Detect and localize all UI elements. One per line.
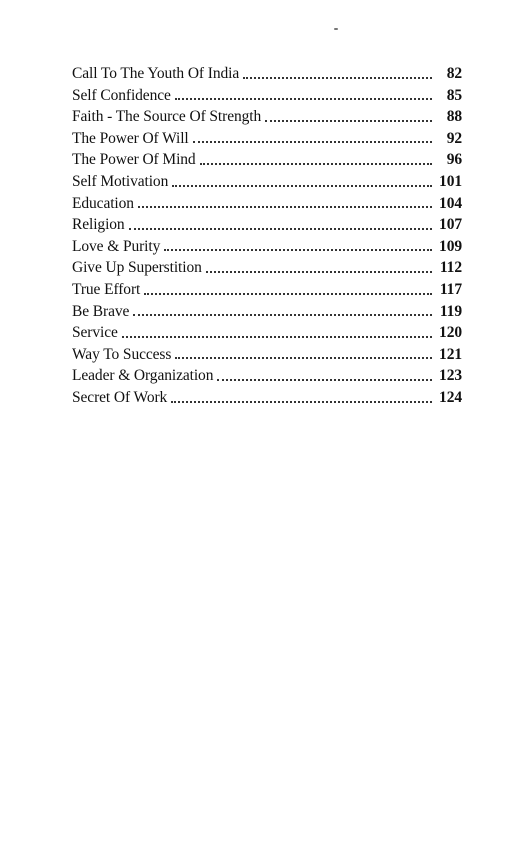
- toc-dot-leader: [129, 228, 432, 230]
- toc-entry: [72, 276, 462, 298]
- table-of-contents: [72, 60, 462, 406]
- toc-entry-page: 121: [439, 345, 462, 363]
- toc-entry-title: Religion: [72, 216, 125, 234]
- toc-dot-leader: [175, 98, 432, 100]
- toc-entry-title: Faith - The Source Of Strength: [72, 108, 262, 126]
- toc-entry-title: True Effort: [72, 281, 141, 299]
- toc-entry: [72, 384, 462, 406]
- toc-dot-leader: [217, 379, 432, 381]
- toc-entry-title: Secret Of Work: [72, 389, 168, 406]
- toc-entry-page: 85: [446, 86, 462, 104]
- toc-entry: [72, 125, 462, 147]
- toc-entry-page: 119: [439, 302, 462, 320]
- toc-entry-title: Love & Purity: [72, 237, 161, 255]
- toc-entry: [72, 362, 462, 384]
- toc-entry-title: Be Brave: [72, 302, 130, 320]
- toc-entry-title: The Power Of Mind: [72, 151, 196, 169]
- toc-entry: [72, 233, 462, 255]
- toc-entry-title: Way To Success: [72, 345, 172, 363]
- toc-entry-page: 107: [439, 216, 462, 234]
- toc-dot-leader: [200, 163, 432, 165]
- toc-entry: [72, 341, 462, 363]
- toc-entry-page: 88: [446, 108, 462, 126]
- toc-entry-title: Education: [72, 194, 134, 212]
- toc-entry: [72, 298, 462, 320]
- toc-dot-leader: [265, 120, 432, 122]
- toc-entry: [72, 82, 462, 104]
- toc-entry: [72, 146, 462, 168]
- toc-dot-leader: [138, 206, 432, 208]
- toc-entry-title: Give Up Superstition: [72, 259, 202, 277]
- toc-dot-leader: [122, 336, 432, 338]
- toc-entry-page: 123: [439, 367, 462, 385]
- toc-entry-page: 92: [446, 129, 462, 147]
- toc-dot-leader: [133, 314, 432, 316]
- toc-dot-leader: [193, 141, 432, 143]
- toc-entry-title: The Power Of Will: [72, 129, 189, 147]
- toc-entry: [72, 319, 462, 341]
- toc-entry-title: Self Motivation: [72, 173, 169, 191]
- print-speck: [334, 28, 338, 30]
- toc-entry-title: Call To The Youth Of India: [72, 65, 240, 83]
- toc-entry-page: 109: [439, 237, 462, 255]
- toc-dot-leader: [164, 249, 432, 251]
- toc-entry-page: 117: [439, 281, 462, 299]
- toc-entry: [72, 211, 462, 233]
- toc-entry-title: Service: [72, 324, 118, 342]
- toc-entry: [72, 60, 462, 82]
- toc-dot-leader: [171, 401, 432, 403]
- toc-entry-page: 104: [439, 194, 462, 212]
- toc-entry-page: 124: [439, 389, 462, 406]
- toc-entry-page: 101: [439, 173, 462, 191]
- toc-dot-leader: [243, 77, 432, 79]
- toc-dot-leader: [144, 293, 432, 295]
- toc-entry: [72, 168, 462, 190]
- toc-entry-page: 112: [439, 259, 462, 277]
- toc-entry: [72, 103, 462, 125]
- toc-dot-leader: [175, 357, 432, 359]
- toc-entry-title: Self Confidence: [72, 86, 171, 104]
- toc-dot-leader: [172, 185, 432, 187]
- toc-entry-page: 96: [446, 151, 462, 169]
- toc-entry-title: Leader & Organization: [72, 367, 214, 385]
- toc-entry: [72, 190, 462, 212]
- toc-dot-leader: [206, 271, 432, 273]
- toc-entry-page: 82: [446, 65, 462, 83]
- toc-entry: [72, 254, 462, 276]
- toc-entry-page: 120: [439, 324, 462, 342]
